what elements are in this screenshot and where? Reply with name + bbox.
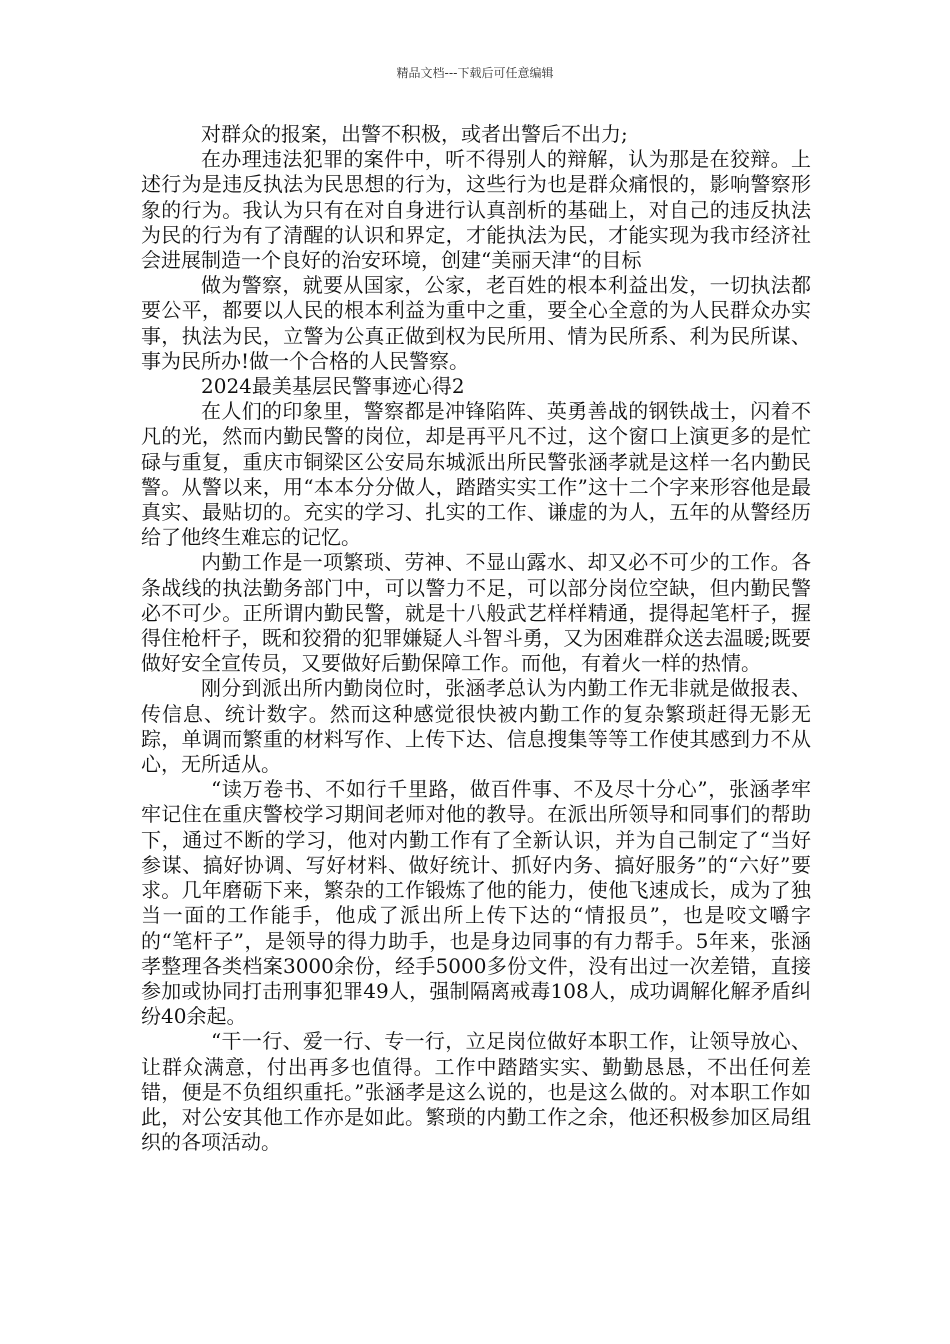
paragraph: “读万卷书、不如行千里路，做百件事、不及尽十分心”，张涵孝牢牢记住在重庆警校学习期间老师对他的教导。在派出所领导和同事们的帮助下，通过不断的学习，他对内勤工作有了全新认识，并为自己制定了“当好参谋、搞好协调、写好材料、做好统计、抓好内务、搞好服务”的“六好”要求。几年磨砺下来，繁杂的工作锻炼了他的能力，使他飞速成长，成为了独当一面的工作能手，他成了派出所上传下达的“情报员”，也是咬文嚼字的“笔杆子”，是领导的得力助手，也是身边同事的有力帮手。5年来，张涵孝整理各类档案3000余份，经手5000多份文件，没有出过一次差错，直接参加或协同打击刑事犯罪49人，强制隔离戒毒108人，成功调解化解矛盾纠纷40余起。 bbox=[141, 777, 811, 1029]
paragraph: 刚分到派出所内勤岗位时，张涵孝总认为内勤工作无非就是做报表、传信息、统计数字。然而这种感觉很快被内勤工作的复杂繁琐赶得无影无踪，单调而繁重的材料写作、上传下达、信息搜集等等工作使其感到力不从心，无所适从。 bbox=[141, 676, 811, 777]
document-body bbox=[141, 122, 811, 1155]
paragraph: 对群众的报案，出警不积极，或者出警后不出力; bbox=[201, 122, 628, 146]
paragraph: 做为警察，就要从国家，公家，老百姓的根本利益出发，一切执法都要公平，都要以人民的根本利益为重中之重，要全心全意的为人民群众办实事，执法为民，立警为公真正做到权为民所用、情为民所系、利为民所谋、事为民所办!做一个合格的人民警察。 bbox=[141, 273, 811, 373]
paragraph: 在办理违法犯罪的案件中，听不得别人的辩解，认为那是在狡辩。上述行为是违反执法为民思想的行为，这些行为也是群众痛恨的，影响警察形象的行为。我认为只有在对自身进行认真剖析的基础上，对自己的违反执法为民的行为有了清醒的认识和界定，才能执法为民，才能实现为我市经济社会进展制造一个良好的治安环境，创建“美丽天津“的目标 bbox=[141, 147, 811, 273]
section-heading: 2024最美基层民警事迹心得2 bbox=[201, 374, 465, 399]
paragraph: 在人们的印象里，警察都是冲锋陷阵、英勇善战的钢铁战士，闪着不凡的光，然而内勤民警的岗位，却是再平凡不过，这个窗口上演更多的是忙碌与重复，重庆市铜梁区公安局东城派出所民警张涵孝就是这样一名内勤民警。从警以来，用“本本分分做人，踏踏实实工作”这十二个字来形容他是最真实、最贴切的。充实的学习、扎实的工作、谦虚的为人，五年的从警经历给了他终生难忘的记忆。 bbox=[141, 399, 811, 550]
page-header: 精品文档---下载后可任意编辑 bbox=[396, 66, 554, 80]
paragraph: “干一行、爱一行、专一行，立足岗位做好本职工作，让领导放心、让群众满意，付出再多也值得。工作中踏踏实实、勤勤恳恳，不出任何差错，便是不负组织重托。”张涵孝是这么说的，也是这么做的。对本职工作如此，对公安其他工作亦是如此。繁琐的内勤工作之余，他还积极参加区局组织的各项活动。 bbox=[141, 1029, 811, 1155]
paragraph: 内勤工作是一项繁琐、劳神、不显山露水、却又必不可少的工作。各条战线的执法勤务部门中，可以警力不足，可以部分岗位空缺，但内勤民警必不可少。正所谓内勤民警，就是十八般武艺样样精通，提得起笔杆子，握得住枪杆子，既和狡猾的犯罪嫌疑人斗智斗勇，又为困难群众送去温暖;既要做好安全宣传员，又要做好后勤保障工作。而他，有着火一样的热情。 bbox=[141, 550, 811, 676]
